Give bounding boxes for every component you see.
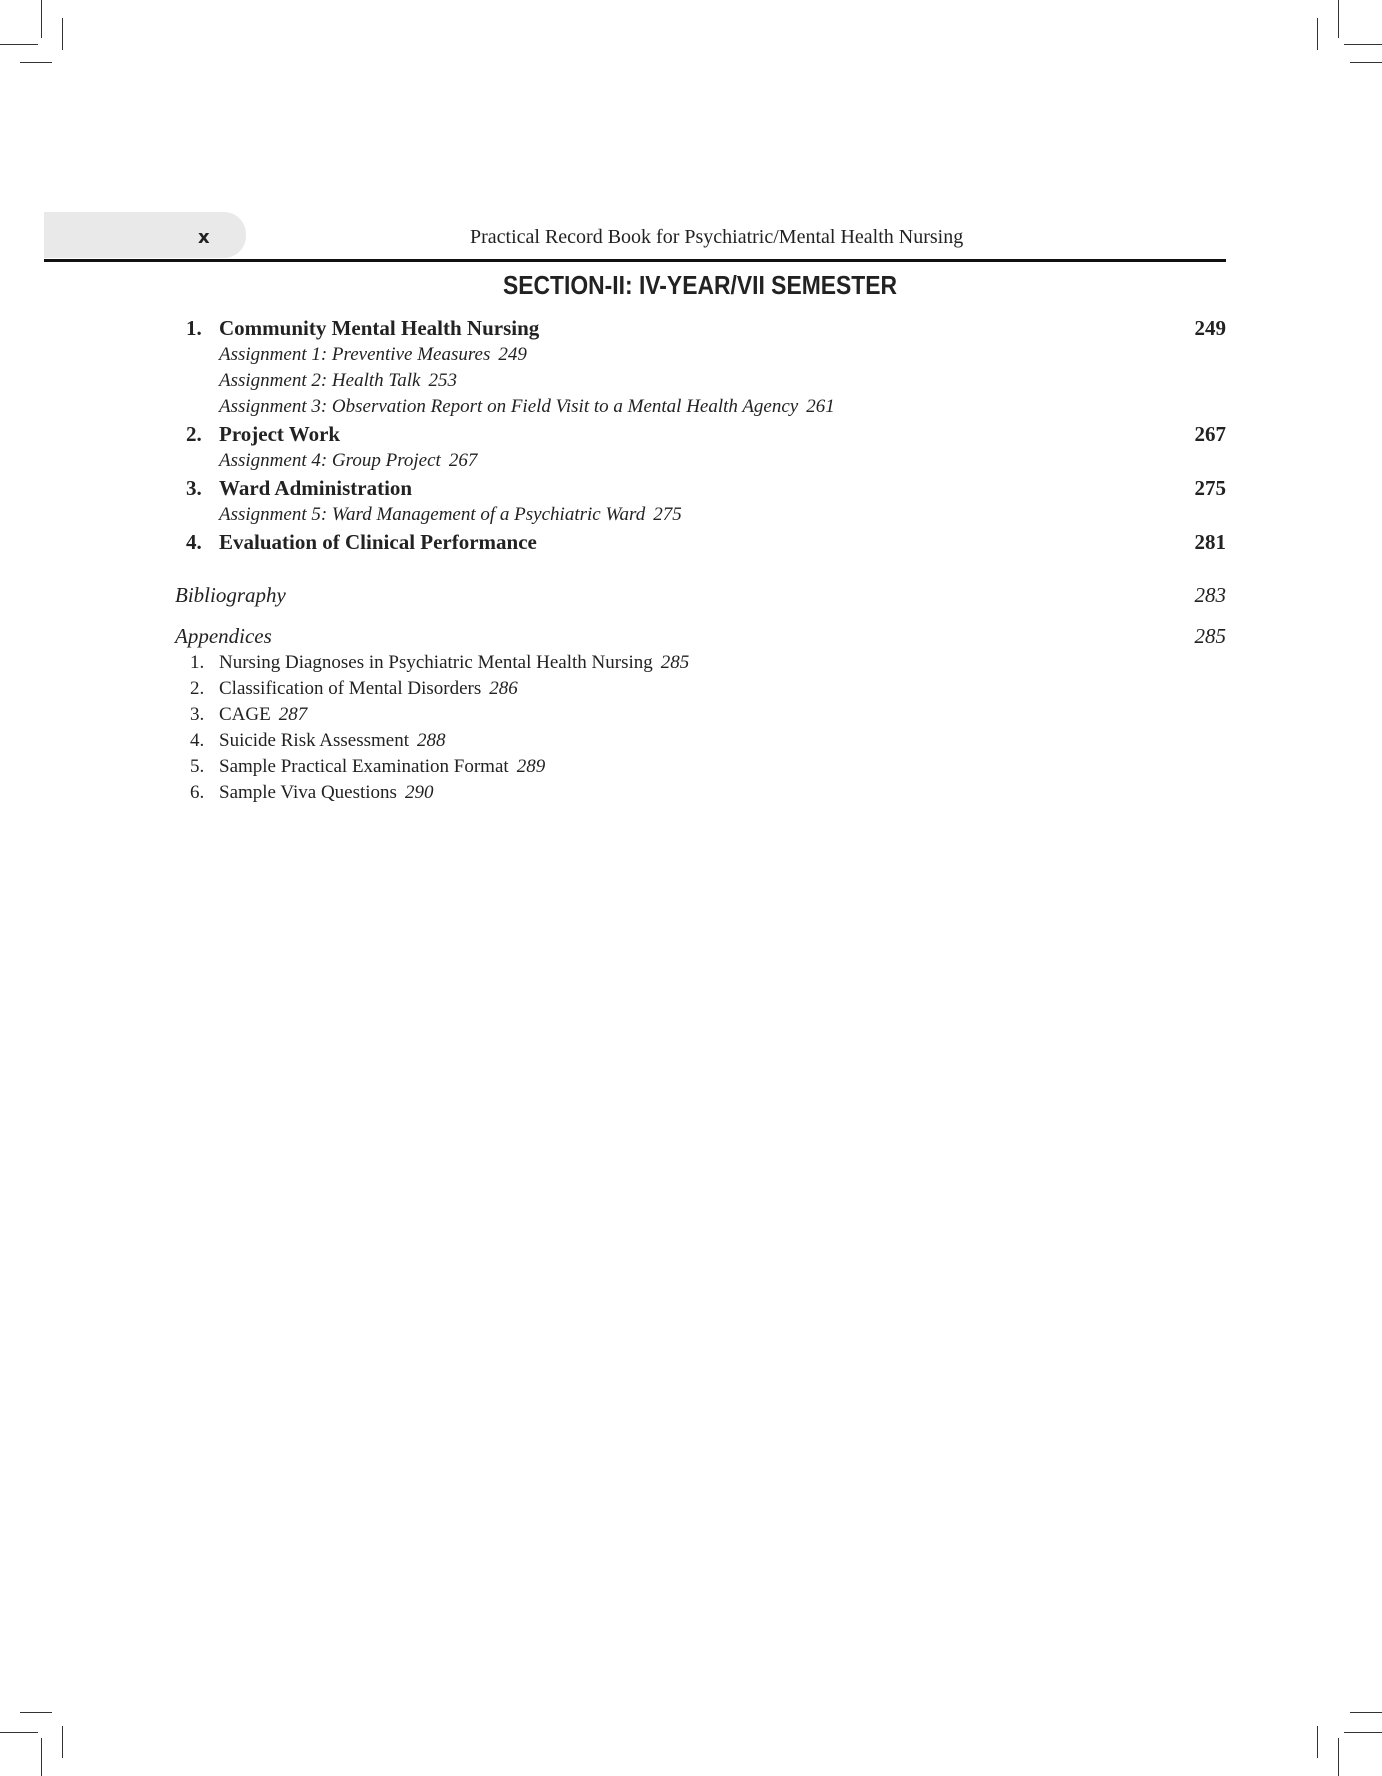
appendix-page: 289 <box>516 756 546 777</box>
bibliography-page: 283 <box>1194 583 1226 607</box>
appendices-title: Appendices <box>175 624 272 648</box>
crop-mark <box>1344 44 1382 45</box>
crop-mark <box>1317 1726 1318 1758</box>
assignment-page: 249 <box>498 344 527 365</box>
chapter-number: 2. <box>186 422 202 446</box>
appendix-page: 290 <box>404 782 434 803</box>
crop-mark <box>0 1732 38 1733</box>
crop-mark <box>20 62 52 63</box>
appendices-page: 285 <box>1194 624 1226 648</box>
chapter-title: Project Work <box>219 422 341 446</box>
chapter-number: 3. <box>186 476 202 500</box>
crop-mark <box>20 1712 52 1713</box>
page-folio: x <box>198 227 210 248</box>
appendix-number: 1. <box>190 652 205 673</box>
toc-appendix-item <box>0 651 1226 675</box>
appendix-page: 286 <box>489 678 518 699</box>
toc-appendix-item <box>0 677 1226 701</box>
chapter-number: 4. <box>186 530 202 554</box>
toc-chapter <box>0 529 1226 555</box>
chapter-number: 1. <box>186 316 202 340</box>
chapter-title: Community Mental Health Nursing <box>219 316 540 340</box>
assignment-page: 253 <box>428 370 457 391</box>
assignment-title: Assignment 2: Health Talk <box>219 370 421 391</box>
toc-assignment <box>0 503 1226 527</box>
chapter-page: 275 <box>1194 476 1226 500</box>
toc-chapter <box>0 475 1226 501</box>
toc-appendix-item <box>0 729 1226 753</box>
appendix-title: Nursing Diagnoses in Psychiatric Mental Health Nursing <box>219 652 653 673</box>
toc-assignment <box>0 449 1226 473</box>
toc-appendices <box>0 623 1226 649</box>
running-book-title: Practical Record Book for Psychiatric/Mental Health Nursing <box>470 226 964 248</box>
toc-chapter <box>0 315 1226 341</box>
crop-mark <box>1350 1712 1382 1713</box>
folio-tab <box>44 212 246 258</box>
assignment-page: 267 <box>448 450 478 471</box>
crop-mark <box>41 1738 42 1776</box>
appendix-title: Classification of Mental Disorders <box>219 678 482 699</box>
appendix-number: 4. <box>190 730 205 751</box>
crop-mark <box>62 1726 63 1758</box>
toc-assignment <box>0 369 1226 393</box>
crop-mark <box>1317 18 1318 50</box>
crop-mark <box>41 0 42 38</box>
header-rule <box>44 259 1226 262</box>
chapter-page: 267 <box>1194 422 1226 446</box>
appendix-number: 2. <box>190 678 205 699</box>
appendix-page: 288 <box>417 730 446 751</box>
assignment-title: Assignment 5: Ward Management of a Psychiatric Ward <box>219 504 646 525</box>
assignment-title: Assignment 4: Group Project <box>219 450 441 471</box>
appendix-title: Sample Viva Questions <box>219 782 397 803</box>
appendix-number: 3. <box>190 704 205 725</box>
crop-mark <box>0 44 38 45</box>
crop-mark <box>1344 1732 1382 1733</box>
toc-chapter <box>0 421 1226 447</box>
chapter-title: Ward Administration <box>219 476 413 500</box>
assignment-title: Assignment 1: Preventive Measures <box>219 344 491 365</box>
toc-appendix-item <box>0 781 1226 805</box>
section-heading: SECTION-II: IV-YEAR/VII SEMESTER <box>502 270 898 300</box>
appendix-page: 285 <box>660 652 690 673</box>
appendix-number: 6. <box>190 782 205 803</box>
appendix-title: Suicide Risk Assessment <box>219 730 410 751</box>
toc-assignment <box>0 395 1226 419</box>
toc-appendix-item <box>0 703 1226 727</box>
assignment-page: 261 <box>806 396 835 417</box>
crop-mark <box>1338 1738 1339 1776</box>
chapter-page: 249 <box>1194 316 1226 340</box>
appendix-page: 287 <box>278 704 308 725</box>
toc-appendix-item <box>0 755 1226 779</box>
crop-mark <box>62 18 63 50</box>
appendix-number: 5. <box>190 756 205 777</box>
appendix-title: Sample Practical Examination Format <box>219 756 509 777</box>
chapter-title: Evaluation of Clinical Performance <box>219 530 537 554</box>
crop-mark <box>1338 0 1339 38</box>
assignment-title: Assignment 3: Observation Report on Field Visit to a Mental Health Agency <box>219 396 799 417</box>
toc-bibliography <box>0 582 1226 608</box>
toc-assignment <box>0 343 1226 367</box>
assignment-page: 275 <box>653 504 682 525</box>
appendix-title: CAGE <box>219 704 271 725</box>
chapter-page: 281 <box>1194 530 1226 554</box>
crop-mark <box>1350 62 1382 63</box>
bibliography-title: Bibliography <box>175 583 286 607</box>
